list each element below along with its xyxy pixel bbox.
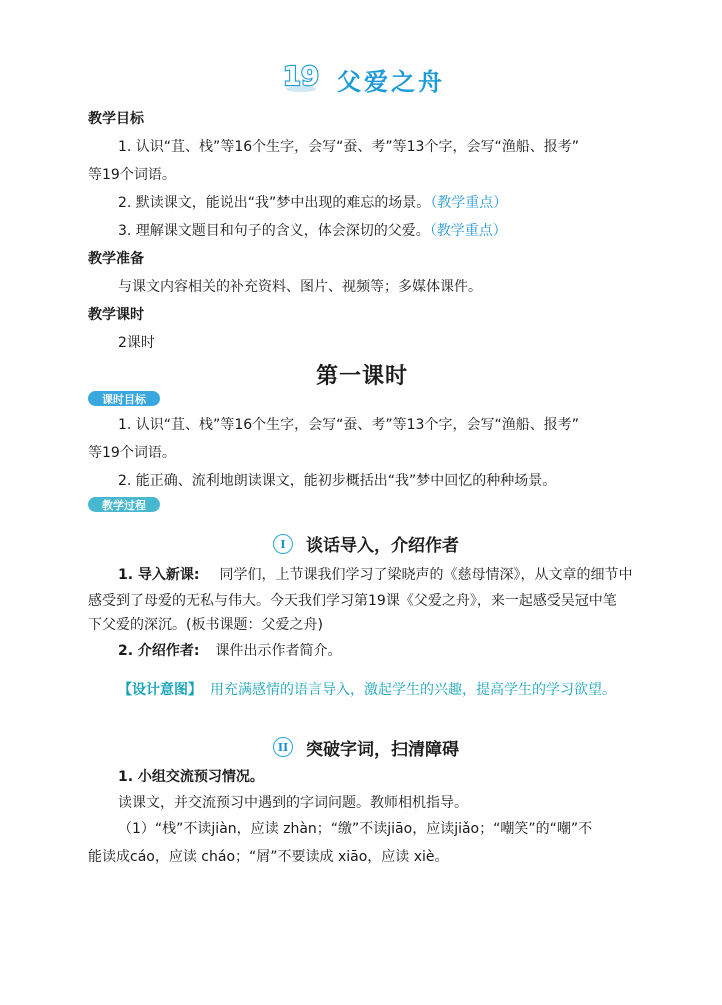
goal-2 [118, 192, 507, 212]
session-goal-2: 2. 能正确、流利地朗读课文，能初步概括出“我”梦中回忆的种种场景。 [118, 473, 557, 489]
group-exchange-text: 读课文，并交流预习中遇到的字词问题。教师相机指导。 [118, 795, 468, 811]
goal-3 [118, 220, 507, 240]
author-item [118, 640, 342, 660]
session-goal-1-line-1: 1. 认识“苴、栈”等16个生字，会写“蚕、考”等13个字，会写“渔船、报考” [118, 417, 579, 433]
pronunciation-note-line-2: 能读成cáo，应读 cháo；“屑”不要读成 xiāo，应读 xiè。 [88, 849, 449, 865]
design-intent [118, 679, 616, 699]
section-2-numeral: II [273, 737, 293, 757]
section-1-numeral: I [273, 534, 293, 554]
author-text: 课件出示作者简介。 [215, 643, 342, 659]
prep-text: 与课文内容相关的补充资料、图片、视频等；多媒体课件。 [118, 279, 482, 295]
teaching-process-pill: 教学过程 [88, 497, 160, 512]
session-goals-pill: 课时目标 [88, 391, 160, 406]
lesson-number-badge [283, 58, 319, 94]
section-1-title: 谈话导入，介绍作者 [306, 536, 459, 556]
pronunciation-note-line-1: （1）“栈”不读jiàn，应读 zhàn；“缴”不读jiāo，应读jiǎo；“嘲笑”的“嘲”不 [118, 821, 593, 837]
goal-1-line-1: 1. 认识“苴、栈”等16个生字，会写“蚕、考”等13个字，会写“渔船、报考” [118, 139, 579, 155]
intro-text-1: 同学们，上节课我们学习了梁晓声的《慈母情深》，从文章的细节中 [219, 567, 633, 583]
author-label: 2. 介绍作者: [118, 643, 200, 659]
lesson-title: 父爱之舟 [337, 68, 445, 96]
design-text: 用充满感情的语言导入，激起学生的兴趣，提高学生的学习欲望。 [210, 682, 616, 698]
intro-item-line-1 [118, 564, 633, 584]
session-title: 第一课时 [316, 364, 409, 389]
intro-item-line-3: 下父爱的深沉。(板书课题：父爱之舟) [88, 617, 323, 633]
group-exchange-heading: 1. 小组交流预习情况。 [118, 769, 264, 785]
key-point-tag: （教学重点） [430, 195, 508, 211]
goal-2-text: 2. 默读课文，能说出“我”梦中出现的难忘的场景。 [118, 195, 431, 211]
goal-3-text: 3. 理解课文题目和句子的含义，体会深切的父爱。 [118, 223, 430, 239]
hours-text: 2课时 [118, 335, 155, 351]
hours-heading: 教学课时 [88, 307, 144, 323]
section-2-title: 突破字词，扫清障碍 [306, 740, 459, 760]
svg-text:19: 19 [283, 62, 319, 92]
prep-heading: 教学准备 [88, 251, 144, 267]
intro-label: 1. 导入新课: [118, 567, 200, 583]
goal-1-line-2: 等19个词语。 [88, 167, 176, 183]
intro-item-line-2: 感受到了母爱的无私与伟大。今天我们学习第19课《父爱之舟》，来一起感受吴冠中笔 [88, 593, 617, 609]
goals-heading: 教学目标 [88, 111, 144, 127]
key-point-tag: （教学重点） [429, 223, 507, 239]
session-goal-1-line-2: 等19个词语。 [88, 445, 176, 461]
design-label: 【设计意图】 [118, 682, 202, 698]
